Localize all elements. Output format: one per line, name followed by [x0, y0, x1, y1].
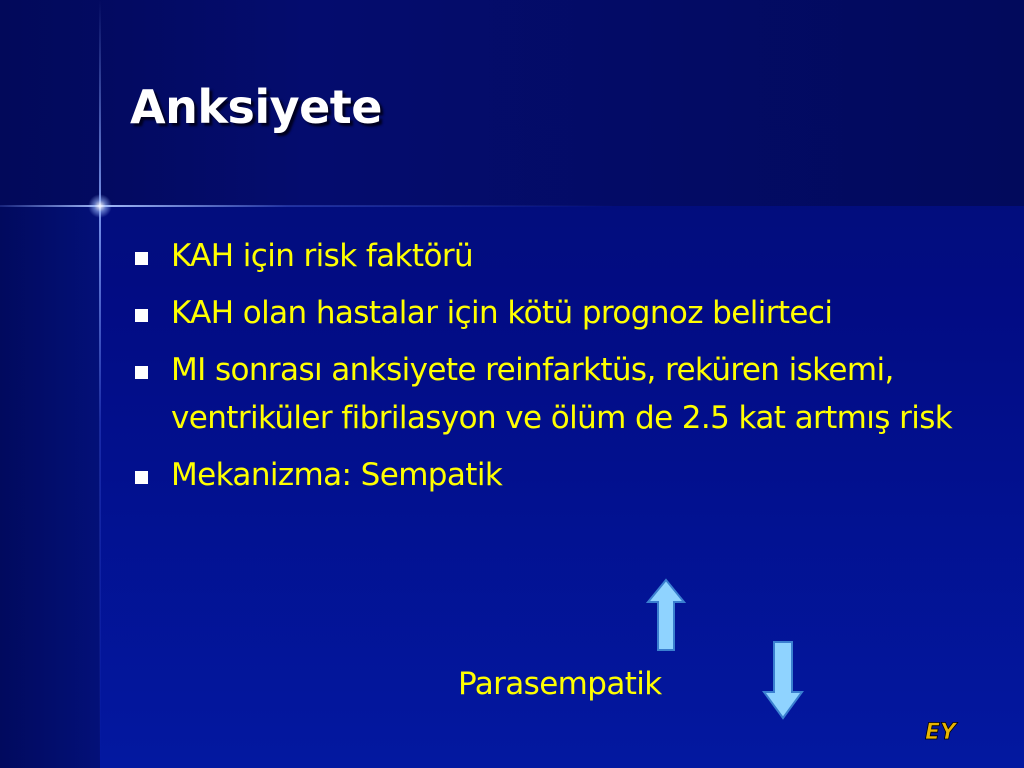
square-bullet-icon	[135, 252, 148, 265]
bullet-item	[133, 232, 953, 280]
bullet-item	[133, 451, 953, 499]
logo-text: EY	[925, 720, 956, 745]
square-bullet-icon	[135, 366, 148, 379]
bullet-text: Mekanizma: Sempatik	[171, 457, 503, 493]
bullet-text: KAH için risk faktörü	[171, 238, 474, 274]
bullet-item	[133, 289, 953, 337]
square-bullet-icon	[135, 309, 148, 322]
arrow-down-icon	[762, 640, 804, 720]
bullet-item	[133, 346, 953, 442]
parasympathetic-label: Parasempatik	[458, 666, 662, 702]
bullet-list	[133, 232, 953, 508]
bullet-text: MI sonrası anksiyete reinfarktüs, reküren iskemi, ventriküler fibrilasyon ve ölüm de 2.5 kat artmış risk	[171, 352, 953, 436]
square-bullet-icon	[135, 471, 148, 484]
bullet-text: KAH olan hastalar için kötü prognoz belirteci	[171, 295, 833, 331]
left-band	[0, 206, 100, 768]
vertical-light-line	[99, 0, 101, 768]
ey-logo	[922, 716, 970, 746]
star-sparkle-icon	[88, 194, 112, 218]
arrow-up-icon	[646, 578, 686, 652]
horizontal-light-line	[0, 205, 1024, 207]
slide-title: Anksiyete	[130, 80, 382, 134]
